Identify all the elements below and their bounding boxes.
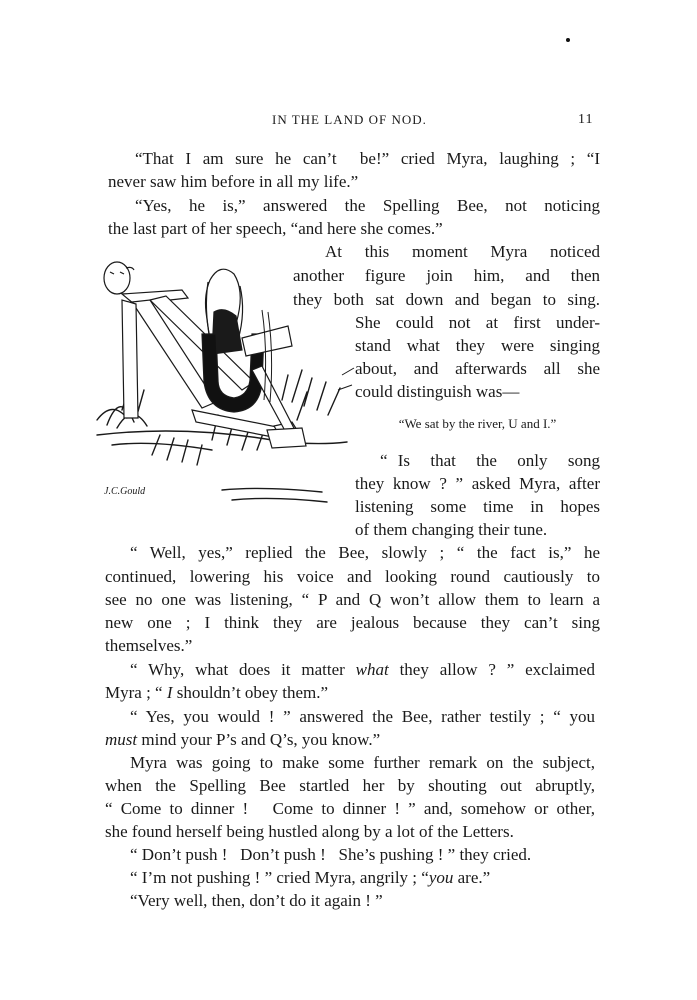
text-line: they both sat down and began to sing. [293,290,600,309]
text-line: “That I am sure he can’t be!” cried Myra, laughing ; “I [135,149,600,168]
text-line: the last part of her speech, “and here she comes.” [108,219,443,238]
emphasis: must [105,730,138,749]
text-line: could distinguish was— [355,382,520,401]
illustration-letters-by-river [92,250,357,515]
running-header [0,112,697,132]
text-line: She could not at first under- [355,313,600,332]
text-line: listening some time in hopes [355,497,600,516]
emphasis: I [166,683,173,702]
text-line: “ Don’t push ! Don’t push ! She’s pushing ! ” they cried. [130,845,532,864]
text-line: “ Well, yes,” replied the Bee, slowly ; “ the fact is,” he [130,543,600,562]
text-line: she found herself being hustled along by a lot of the Letters. [105,822,514,841]
text-line: “ Come to dinner ! Come to dinner ! ” and, somehow or other, [105,799,595,818]
text-line: stand what they were singing [355,336,600,355]
text-line: continued, lowering his voice and looking round cautiously to [105,567,600,586]
text-line: “ I’m not pushing ! ” cried Myra, angrily ; “you are.” [130,868,491,887]
text-line: themselves.” [105,636,193,655]
text-line: “ Yes, you would ! ” answered the Bee, rather testily ; “ you [130,707,595,726]
text-line: about, and afterwards all she [355,359,600,378]
text-line: another figure join him, and then [293,266,600,285]
text-line: Myra was going to make some further remark on the subject, [130,753,595,772]
text-line: “ Why, what does it matter what they allow ? ” exclaimed [130,660,595,679]
text-line: must mind your P’s and Q’s, you know.” [105,730,381,749]
text-line: At this moment Myra noticed [325,242,600,261]
text-line: when the Spelling Bee startled her by shouting out abruptly, [105,776,595,795]
emphasis: you [428,868,454,887]
text-line: “ Is that the only song [380,451,600,470]
text-line: “Very well, then, don’t do it again ! ” [130,891,383,910]
text-line: new one ; I think they are jealous because they can’t sing [105,613,600,632]
page-number: 11 [578,112,594,127]
text-line: of them changing their tune. [355,520,548,539]
ink-speck [566,38,570,42]
text-line: they know ? ” asked Myra, after [355,474,600,493]
illustrator-signature: J.C.Gould [104,486,146,497]
text-line: Myra ; “ I shouldn’t obey them.” [105,683,329,702]
song-quote: “We sat by the river, U and I.” [398,416,557,431]
text-line: never saw him before in all my life.” [108,172,359,191]
text-line: “Yes, he is,” answered the Spelling Bee, not noticing [135,196,600,215]
running-title: IN THE LAND OF NOD. [272,112,427,127]
emphasis: what [355,660,389,679]
text-line: see no one was listening, “ P and Q won’t allow them to learn a [105,590,600,609]
